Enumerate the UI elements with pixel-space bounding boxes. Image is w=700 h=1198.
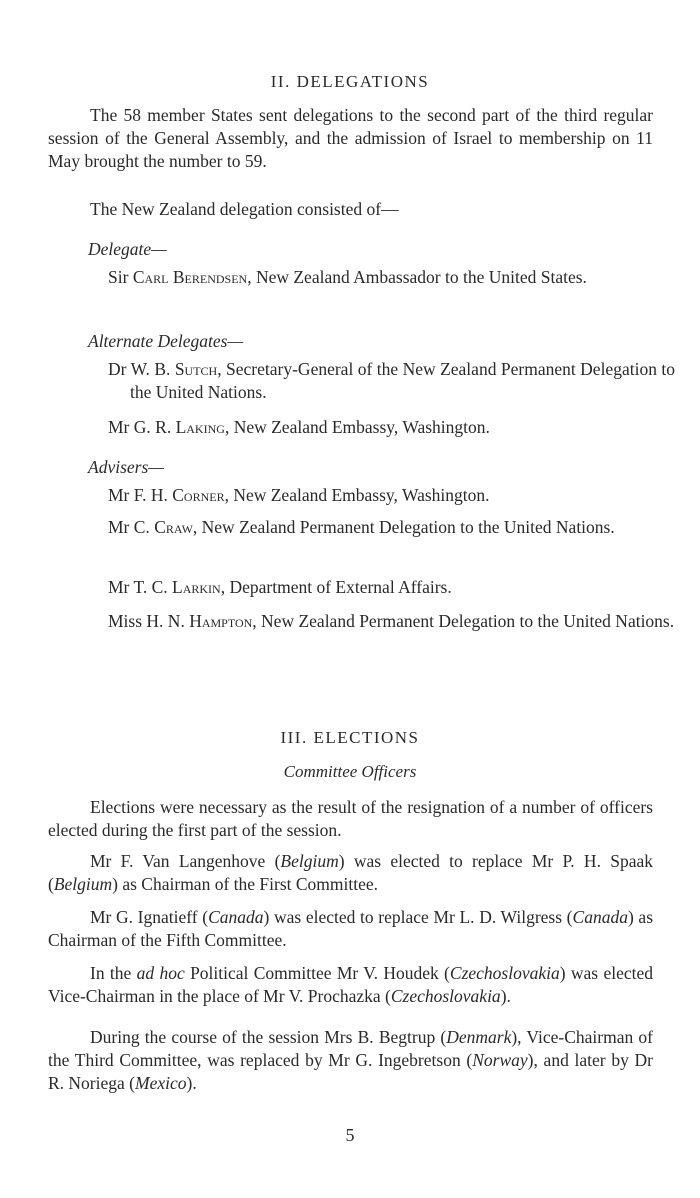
advisers-label: Advisers— bbox=[88, 457, 164, 477]
elections-paragraph-4: In the ad hoc Political Committee Mr V. Houdek (Czechoslovakia) was elected Vice-Chairman in the place of Mr V. Prochazka (Czechoslovakia). bbox=[48, 963, 653, 1006]
section-heading-delegations: II. DELEGATIONS bbox=[270, 72, 430, 91]
elections-paragraph-3: Mr G. Ignatieff (Canada) was elected to replace Mr L. D. Wilgress (Canada) as Chairman of the Fifth Committee. bbox=[48, 907, 654, 950]
alternate-delegates-label: Alternate Delegates— bbox=[88, 331, 244, 351]
alternate-delegate-entry: Mr G. R. Laking, New Zealand Embassy, Washington. bbox=[108, 417, 490, 437]
alternate-delegate-entry: Dr W. B. Sutch, Secretary-General of the New Zealand Permanent Delegation to the United Nations. bbox=[108, 359, 675, 402]
adviser-entry: Mr F. H. Corner, New Zealand Embassy, Washington. bbox=[108, 485, 490, 505]
adviser-entry: Miss H. N. Hampton, New Zealand Permanent Delegation to the United Nations. bbox=[108, 611, 675, 631]
elections-paragraph-5: During the course of the session Mrs B. Begtrup (Denmark), Vice-Chairman of the Third Committee, was replaced by Mr G. Ingebretson (Norway), and later by Dr R. Noriega (Mexico). bbox=[48, 1027, 653, 1093]
delegation-consisted-line: The New Zealand delegation consisted of— bbox=[90, 199, 399, 219]
adviser-entry: Mr C. Craw, New Zealand Permanent Delegation to the United Nations. bbox=[108, 517, 615, 537]
delegate-label: Delegate— bbox=[88, 239, 167, 259]
elections-paragraph-1: Elections were necessary as the result of the resignation of a number of officers elected during the first part of the session. bbox=[48, 797, 653, 840]
page-number: 5 bbox=[345, 1125, 355, 1145]
elections-paragraph-2: Mr F. Van Langenhove (Belgium) was elected to replace Mr P. H. Spaak (Belgium) as Chairman of the First Committee. bbox=[48, 851, 653, 894]
delegate-entry: Sir Carl Berendsen, New Zealand Ambassador to the United States. bbox=[108, 267, 587, 287]
subheading-committee-officers: Committee Officers bbox=[283, 762, 417, 781]
delegations-intro-paragraph: The 58 member States sent delegations to the second part of the third regular session of the General Assembly, and the admission of Israel to membership on 11 May brought the number to 59. bbox=[48, 105, 653, 171]
adviser-entry: Mr T. C. Larkin, Department of External Affairs. bbox=[108, 577, 452, 597]
section-heading-elections: III. ELECTIONS bbox=[280, 728, 420, 747]
